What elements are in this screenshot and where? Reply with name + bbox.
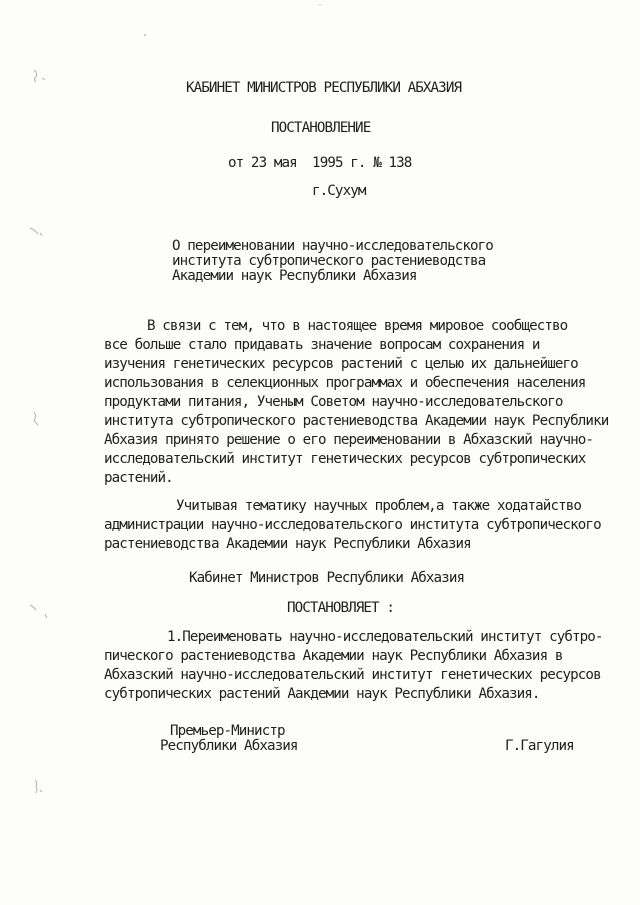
body-text-line: изучения генетических ресурсов растений с целью их дальнейшего: [104, 356, 578, 372]
body-text-line: продуктами питания, Ученым Советом научно-исследовательского: [104, 394, 563, 410]
body-text-line: исследовательский институт генетических ресурсов субтропических: [104, 451, 586, 467]
signatory-title: Премьер-Министр: [170, 723, 285, 739]
signatory-name: Г.Гагулия: [505, 738, 574, 754]
resolution-item-line: пического растениеводства Академии наук Республики Абхазия в: [104, 648, 563, 664]
body-text-line: Абхазия принято решение о его переименовании в Абхазский научно-: [104, 432, 594, 448]
subject-line: О переименовании научно-исследовательского: [172, 238, 493, 254]
resolves-heading: ПОСТАНОВЛЯЕТ :: [287, 600, 394, 616]
body-text-line: растений.: [104, 470, 173, 486]
document-place: г.Сухум: [312, 183, 366, 199]
resolution-item-line: субтропических растений Аакдемии наук Республики Абхазия.: [104, 686, 540, 702]
resolution-item-line: Абхазский научно-исследовательский институт генетических ресурсов: [104, 667, 601, 683]
body-text-line: Учитывая тематику научных проблем,а также ходатайство: [176, 498, 582, 514]
issuing-body: КАБИНЕТ МИНИСТРОВ РЕСПУБЛИКИ АБХАЗИЯ: [186, 80, 462, 96]
body-text-line: В связи с тем, что в настоящее время мировое сообщество: [147, 318, 568, 334]
subject-line: Академии наук Республики Абхазия: [172, 268, 417, 284]
document-type: ПОСТАНОВЛЕНИЕ: [271, 120, 371, 136]
cabinet-line: Кабинет Министров Республики Абхазия: [189, 570, 465, 586]
body-text-line: растениеводства Академии наук Республики Абхазия: [104, 536, 471, 552]
document-date-number: от 23 мая 1995 г. № 138: [228, 155, 412, 171]
body-text-line: использования в селекционных программах и обеспечения населения: [104, 375, 586, 391]
subject-line: института субтропического растениеводства: [172, 253, 486, 269]
resolution-item-line: 1.Переименовать научно-исследовательский институт субтро-: [167, 629, 603, 645]
body-text-line: администрации научно-исследовательского института субтропического: [104, 517, 601, 533]
body-text-line: института субтропического растениеводства Академии наук Республики: [104, 413, 609, 429]
body-text-line: все больше стало придавать значение вопросам сохранения и: [104, 337, 540, 353]
signatory-title: Республики Абхазия: [160, 738, 298, 754]
